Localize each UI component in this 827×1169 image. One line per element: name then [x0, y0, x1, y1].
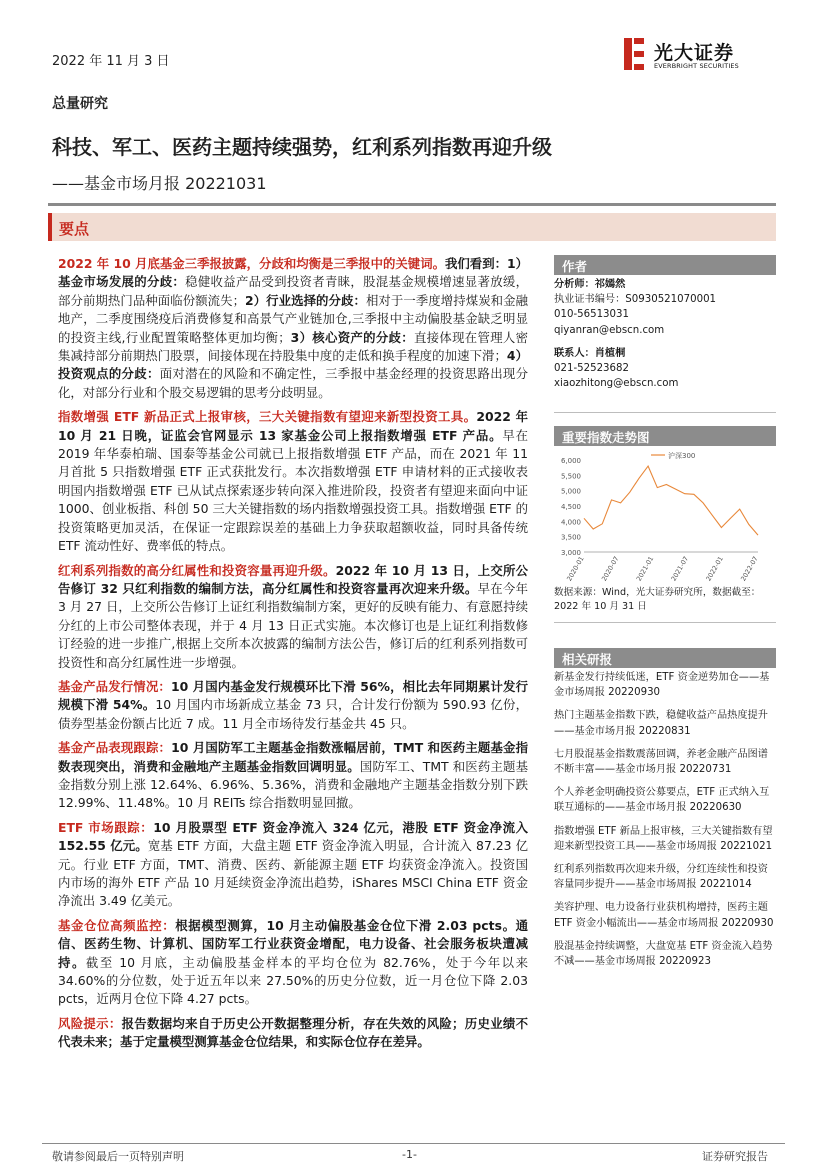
x-tick-label: 2020-01: [565, 555, 586, 583]
bold-text: 2022 年 10 月 21 日晚，证监会官网显示 13 家基金公司上报指数增强 ETF 产品。: [58, 409, 528, 443]
paragraph-fund-issuance: [58, 678, 528, 733]
bold-text: 4）投资观点的分歧：: [58, 348, 528, 382]
logo-name-en: EVERBRIGHT SECURITIES: [654, 62, 739, 70]
sidebar-divider: [554, 622, 776, 623]
footer-report-type: 证券研究报告: [702, 1150, 768, 1163]
x-tick-label: 2022-01: [704, 555, 725, 583]
paragraph-index-enhanced-etf: [58, 408, 528, 555]
body-text: 稳健收益产品受到投资者青睐，股混基金规模增速显著放缓，部分前期热门品种面临份额流失；: [58, 274, 529, 308]
series-line-hs300: [584, 466, 758, 535]
related-report-link[interactable]: 新基金发行持续低迷，ETF 资金逆势加仓——基金市场周报 20220930: [554, 672, 770, 699]
bold-text: 2）行业选择的分歧：: [245, 292, 366, 308]
chart-header-label: 重要指数走势图: [562, 430, 650, 445]
analyst-phone: 010-56513031: [554, 309, 629, 321]
contact-phone: 021-52523682: [554, 363, 629, 375]
body-text: 直接体现在管理人密集减持部分前期热门股票，间接体现在持股集中度的走低和换手程度的加速下滑；: [58, 329, 528, 364]
bold-text: 10 月股票型 ETF 资金净流入 324 亿元，港股 ETF 资金净流入 152.55 亿元。: [58, 819, 528, 854]
x-tick-label: 2020-07: [600, 555, 621, 583]
bold-text: 报告数据均来自于历史公开数据整理分析，存在失效的风险；历史业绩不代表未来；基于定量模型测算基金仓位结果，和实际仓位存在差异。: [58, 1015, 529, 1050]
paragraph-lead: 红利系列指数的高分红属性和投资容量再迎升级。: [58, 562, 336, 578]
related-report-link[interactable]: 七月股混基金指数震荡回调，养老金融产品图谱不断丰富——基金市场月报 20220731: [554, 748, 768, 776]
body-text: 早在 2019 年华泰柏瑞、国泰等基金公司就已上报指数增强 ETF 产品，而在 2021 年 11 月首批 5 只指数增强 ETF 正式获批发行。本次指数增强 ETF 申请材料的正式接收表明国内指数增强 ETF 已从试点探索逐步转向深入推进阶段，投资者有望迎来面向中证 1000、创业板指、科创 50 三大关键指数的场内指数增强投资工具。指数增强 ETF 的投资策略更加灵活，在保证一定跟踪误差的基础上力争获取超额收益，同时具备传统 ETF 流动性好、费率低的特点。: [58, 427, 528, 554]
legend-label: 沪深300: [668, 452, 696, 460]
related-report-link[interactable]: 红利系列指数再次迎来升级，分红连续性和投资容量同步提升——基金市场周报 20221014: [554, 864, 768, 891]
paragraph-lead: 风险提示：: [58, 1015, 122, 1031]
paragraph-overview: [58, 255, 528, 402]
contact-email[interactable]: xiaozhitong@ebscn.com: [554, 378, 679, 390]
author-header-label: 作者: [562, 259, 588, 274]
page-subtitle: ——基金市场月报 20221031: [52, 174, 267, 193]
body-text: 面对潜在的风险和不确定性，三季报中基金经理的投资思路出现分化，对部分行业和个股交易逻辑的思考分歧明显。: [58, 366, 529, 400]
body-text: 宽基 ETF 方面，大盘主题 ETF 资金净流入明显，合计流入 87.23 亿元。行业 ETF 方面，TMT、消费、医药、新能源主题 ETF 均获资金净流入。投资国内市场的海外 ETF 产品 10 月延续资金净流出趋势，iShares MSCI China ETF 资金净流出 3.49 亿美元。: [58, 838, 528, 909]
contact-name: 联系人：肖植桐: [554, 347, 626, 359]
y-tick-label: 5,500: [560, 472, 581, 481]
logo-name-cn: 光大证券: [654, 42, 735, 64]
y-tick-label: 3,500: [560, 533, 581, 542]
related-report-link[interactable]: 股混基金持续调整，大盘宽基 ETF 资金流入趋势不减——基金市场周报 20220923: [554, 940, 773, 968]
related-reports-list: [554, 670, 776, 977]
paragraph-lead: 基金产品表现跟踪：: [58, 740, 172, 756]
paragraph-risk-warning: [58, 1015, 528, 1052]
body-text: 国防军工、TMT 和医药主题基金指数分别上涨 12.64%、6.96%、5.36%，消费和金融地产主题基金指数分别下跌 12.99%、11.48%。10 月 REITs 综合指数明显回撤。: [58, 758, 528, 811]
related-reports-header: [554, 648, 776, 668]
x-tick-label: 2022-07: [739, 555, 760, 583]
related-report-link[interactable]: 热门主题基金指数下跌，稳健收益产品热度提升——基金市场月报 20220831: [554, 710, 768, 737]
sidebar-divider: [554, 412, 776, 413]
section-header: [48, 213, 776, 241]
related-report-link[interactable]: 指数增强 ETF 新品上报审核，三大关键指数有望迎来新型投资工具——基金市场周报 20221021: [554, 825, 773, 852]
author-header: [554, 255, 776, 275]
related-report-link[interactable]: 个人养老金明确投资公募要点，ETF 正式纳入互联互通标的——基金市场月报 20220630: [554, 787, 770, 814]
footer-divider: [42, 1143, 785, 1144]
bold-text: 根据模型测算，10 月主动偏股基金仓位下滑 2.03 pcts。通信、医药生物、计算机、国防军工行业获资金增配，电力设备、社会服务板块遭减持。: [58, 917, 529, 970]
bold-text: 3）核心资产的分歧：: [290, 329, 414, 345]
section-accent-bar: [48, 213, 52, 241]
bold-text: 10 月国内基金发行规模环比下滑 56%，相比去年同期累计发行规模下滑 54%。: [58, 678, 528, 713]
paragraph-etf-market: [58, 819, 528, 911]
x-tick-label: 2021-07: [669, 555, 691, 583]
x-tick-label: 2021-01: [634, 555, 656, 583]
y-tick-label: 5,000: [560, 487, 581, 496]
logo-mark-icon: [622, 36, 646, 72]
chart-source: 数据来源：Wind，光大证券研究所，数据截至：2022 年 10 月 31 日: [554, 587, 761, 612]
analyst-email[interactable]: qiyanran@ebscn.com: [554, 324, 665, 336]
title-divider: [48, 203, 776, 206]
page-number: -1-: [402, 1148, 417, 1161]
section-label: 要点: [59, 220, 90, 238]
report-category: 总量研究: [52, 96, 108, 112]
y-tick-label: 3,000: [560, 549, 581, 557]
paragraph-lead: 基金仓位高频监控：: [58, 917, 176, 933]
y-tick-label: 4,000: [560, 518, 581, 527]
report-date: 2022 年 11 月 3 日: [52, 54, 170, 69]
author-info: [554, 277, 776, 391]
bold-text: 10 月国防军工主题基金指数涨幅居前，TMT 和医药主题基金指数表现突出，消费和金融地产主题基金指数回调明显。: [58, 740, 529, 774]
related-reports-label: 相关研报: [562, 652, 613, 667]
main-content: [58, 255, 528, 1058]
body-text: 截至 10 月底，主动偏股基金样本的平均仓位为 82.76%，处于今年以来 34.60%的分位数，处于近五年以来 27.50%的历史分位数，近一月仓位下降 2.03 pcts，近两月仓位下降 4.27 pcts。: [58, 954, 529, 1007]
body-text: 10 月国内市场新成立基金 73 只，合计发行份额为 590.93 亿份，债券型基金份额占比近 7 成。11 月全市场待发行基金共 45 只。: [58, 697, 528, 731]
paragraph-fund-position: [58, 917, 528, 1009]
bold-text: 2022 年 10 月 13 日，上交所公告修订 32 只红利指数的编制方法，高分红属性和投资容量再次迎来升级。: [58, 562, 529, 596]
analyst-name: 分析师：祁嫣然: [554, 279, 626, 290]
paragraph-fund-performance: [58, 739, 528, 813]
page-title: 科技、军工、医药主题持续强势，红利系列指数再迎升级: [52, 135, 552, 159]
company-logo: [622, 36, 782, 76]
paragraph-lead: 指数增强 ETF 新品正式上报审核，三大关键指数有望迎来新型投资工具。: [58, 409, 477, 425]
paragraph-dividend-index: [58, 562, 528, 672]
paragraph-lead: 2022 年 10 月底基金三季报披露，分歧和均衡是三季报中的关键词。: [58, 256, 445, 271]
related-report-link[interactable]: 美容护理、电力设备行业获机构增持，医药主题 ETF 资金小幅流出——基金市场周报 20220930: [554, 902, 774, 929]
paragraph-lead: 基金产品发行情况：: [58, 678, 171, 694]
y-tick-label: 6,000: [560, 457, 581, 465]
footer-disclaimer[interactable]: 敬请参阅最后一页特别声明: [52, 1150, 184, 1163]
paragraph-lead: ETF 市场跟踪：: [58, 819, 154, 835]
y-tick-label: 4,500: [560, 503, 581, 511]
body-text: 相对于一季度增持煤炭和金融地产，二季度围绕疫后消费修复和高景气产业链加仓,三季报中主动偏股基金缺乏明显的投资主线,行业配置策略整体更加均衡；: [58, 292, 529, 345]
chart-header: [554, 426, 776, 446]
bold-text: 我们看到：1）基金市场发展的分歧：: [58, 256, 529, 290]
body-text: 早在今年 3 月 27 日，上交所公告修订上证红利指数编制方案，更好的反映有能力、有意愿持续分红的上市公司整体表现，并于 4 月 13 日正式实施。本次修订也是上证红利指数修订经验的进一步推广,根据上交所本次披露的编制方法公告，修订后的红利系列指数可投资性和高分红属性进一步增强。: [58, 580, 528, 670]
analyst-license: 执业证书编号：S0930521070001: [554, 294, 717, 306]
index-trend-chart: [554, 448, 776, 586]
